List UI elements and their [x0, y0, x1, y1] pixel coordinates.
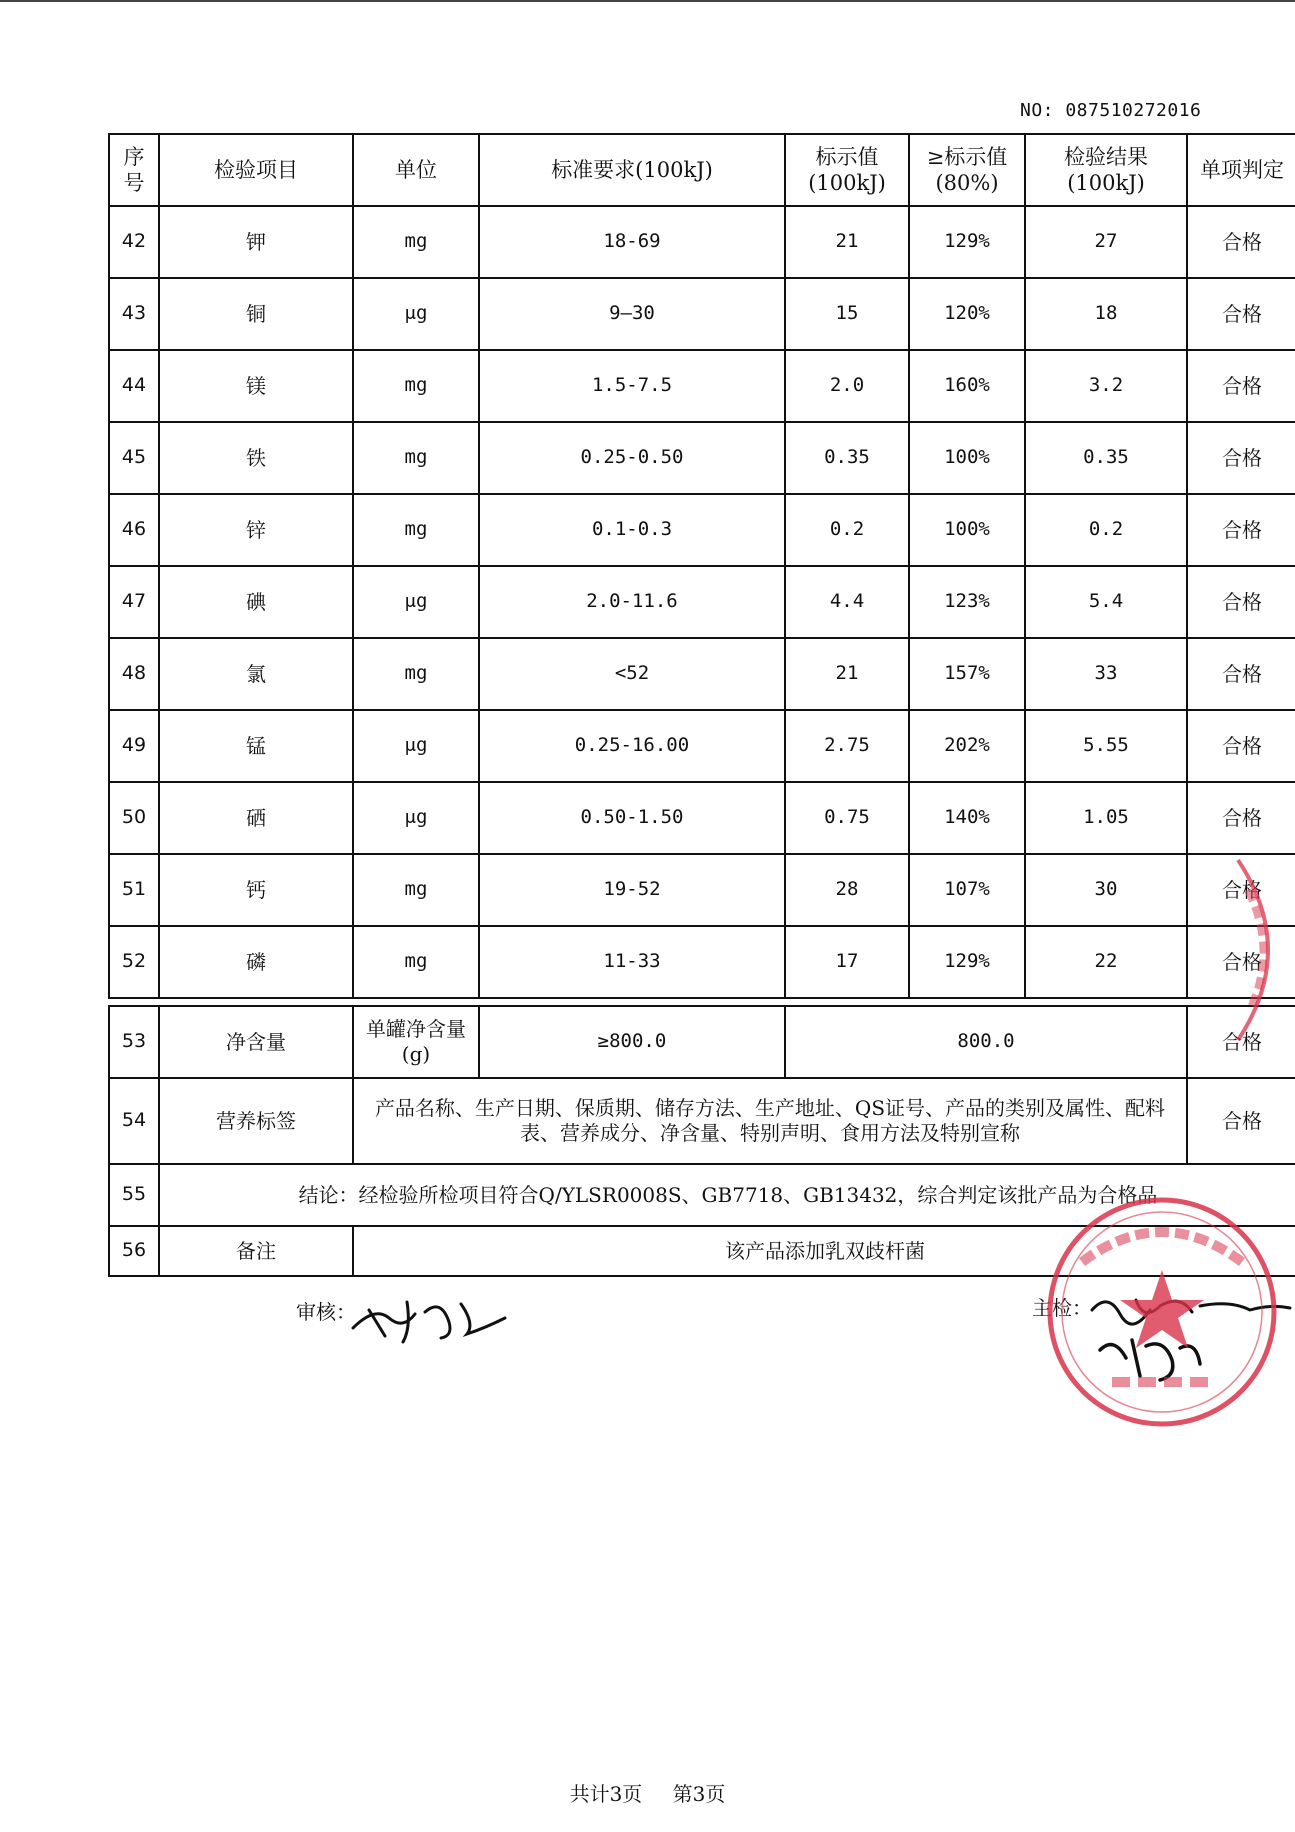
row-result: 5.4	[1025, 566, 1187, 638]
footer-current-page: 第3页	[672, 1782, 726, 1806]
nutrition-label-row	[109, 1078, 1295, 1164]
row-judgement: 合格	[1187, 638, 1295, 710]
row-standard: ≥800.0	[479, 1006, 785, 1078]
row-seq: 53	[109, 1006, 159, 1078]
row-label-value: 17	[785, 926, 909, 998]
row-label-value: 0.75	[785, 782, 909, 854]
header-standard: 标准要求(100kJ)	[479, 134, 785, 206]
row-standard: 18-69	[479, 206, 785, 278]
row-result: 3.2	[1025, 350, 1187, 422]
row-standard: 0.1-0.3	[479, 494, 785, 566]
row-unit: mg	[353, 422, 479, 494]
row-unit: mg	[353, 494, 479, 566]
header-unit: 单位	[353, 134, 479, 206]
row-percent: 160%	[909, 350, 1025, 422]
row-unit: μg	[353, 782, 479, 854]
table-row	[109, 422, 1295, 494]
row-percent: 107%	[909, 854, 1025, 926]
row-judgement: 合格	[1187, 854, 1295, 926]
row-standard: 1.5-7.5	[479, 350, 785, 422]
row-percent: 120%	[909, 278, 1025, 350]
row-item: 净含量	[159, 1006, 353, 1078]
row-label-value: 21	[785, 638, 909, 710]
row-seq: 52	[109, 926, 159, 998]
row-seq: 55	[109, 1164, 159, 1226]
row-unit: μg	[353, 278, 479, 350]
page-footer	[0, 1778, 1295, 1807]
row-result: 22	[1025, 926, 1187, 998]
row-item: 营养标签	[159, 1078, 353, 1164]
row-judgement: 合格	[1187, 1006, 1295, 1078]
header-result: 检验结果 (100kJ)	[1025, 134, 1187, 206]
table-row	[109, 278, 1295, 350]
header-item: 检验项目	[159, 134, 353, 206]
row-label-value: 2.75	[785, 710, 909, 782]
company-seal	[1042, 1192, 1282, 1432]
row-seq: 43	[109, 278, 159, 350]
row-percent: 129%	[909, 926, 1025, 998]
table-row	[109, 638, 1295, 710]
row-seq: 50	[109, 782, 159, 854]
row-item: 锌	[159, 494, 353, 566]
table-gap-cell	[109, 998, 1295, 1006]
row-judgement: 合格	[1187, 566, 1295, 638]
row-percent: 100%	[909, 422, 1025, 494]
row-seq: 45	[109, 422, 159, 494]
row-label-value: 15	[785, 278, 909, 350]
table-row	[109, 782, 1295, 854]
table-row	[109, 854, 1295, 926]
row-result: 27	[1025, 206, 1187, 278]
side-seal-fragment	[1228, 850, 1295, 1050]
row-item: 备注	[159, 1226, 353, 1276]
row-result: 18	[1025, 278, 1187, 350]
row-unit: mg	[353, 926, 479, 998]
row-label-value: 4.4	[785, 566, 909, 638]
inspection-table	[108, 133, 1295, 1277]
row-item: 碘	[159, 566, 353, 638]
header-seq: 序号	[109, 134, 159, 206]
net-content-row	[109, 1006, 1295, 1078]
row-seq: 48	[109, 638, 159, 710]
row-judgement: 合格	[1187, 782, 1295, 854]
row-standard: 19-52	[479, 854, 785, 926]
row-label-value: 2.0	[785, 350, 909, 422]
row-label-value: 0.2	[785, 494, 909, 566]
row-standard: 0.50-1.50	[479, 782, 785, 854]
row-result: 5.55	[1025, 710, 1187, 782]
row-unit: μg	[353, 566, 479, 638]
row-item: 磷	[159, 926, 353, 998]
row-judgement: 合格	[1187, 494, 1295, 566]
row-standard: 0.25-16.00	[479, 710, 785, 782]
remark-text: 该产品添加乳双歧杆菌	[353, 1226, 1295, 1276]
row-percent: 100%	[909, 494, 1025, 566]
inspector-label: 主检：	[1032, 1296, 1092, 1320]
row-standard: 9—30	[479, 278, 785, 350]
row-result: 0.35	[1025, 422, 1187, 494]
scan-edge-line	[0, 0, 1295, 2]
row-standard: 0.25-0.50	[479, 422, 785, 494]
row-item: 铁	[159, 422, 353, 494]
row-judgement: 合格	[1187, 422, 1295, 494]
row-judgement: 合格	[1187, 350, 1295, 422]
table-row	[109, 350, 1295, 422]
row-item: 锰	[159, 710, 353, 782]
row-standard: 11-33	[479, 926, 785, 998]
row-standard: 2.0-11.6	[479, 566, 785, 638]
reviewer-signature	[345, 1288, 515, 1348]
row-unit: μg	[353, 710, 479, 782]
row-unit: mg	[353, 206, 479, 278]
row-percent: 123%	[909, 566, 1025, 638]
table-row	[109, 206, 1295, 278]
row-seq: 46	[109, 494, 159, 566]
row-result: 0.2	[1025, 494, 1187, 566]
table-row	[109, 494, 1295, 566]
row-item: 氯	[159, 638, 353, 710]
row-result: 1.05	[1025, 782, 1187, 854]
row-item: 钙	[159, 854, 353, 926]
row-standard: <52	[479, 638, 785, 710]
header-ge-label-value: ≥标示值 (80%)	[909, 134, 1025, 206]
row-seq: 44	[109, 350, 159, 422]
row-unit: 单罐净含量 (g)	[353, 1006, 479, 1078]
row-seq: 47	[109, 566, 159, 638]
row-result: 30	[1025, 854, 1187, 926]
row-judgement: 合格	[1187, 710, 1295, 782]
row-seq: 49	[109, 710, 159, 782]
header-judgement: 单项判定	[1187, 134, 1295, 206]
row-seq: 54	[109, 1078, 159, 1164]
row-unit: mg	[353, 638, 479, 710]
row-item: 镁	[159, 350, 353, 422]
footer-total-pages: 共计3页	[569, 1782, 643, 1806]
report-number: NO: 087510272016	[1020, 100, 1202, 121]
row-seq: 42	[109, 206, 159, 278]
row-percent: 129%	[909, 206, 1025, 278]
row-unit: mg	[353, 350, 479, 422]
row-label-value: 28	[785, 854, 909, 926]
table-header-row	[109, 134, 1295, 206]
table-row	[109, 926, 1295, 998]
row-item: 硒	[159, 782, 353, 854]
row-judgement: 合格	[1187, 206, 1295, 278]
row-seq: 56	[109, 1226, 159, 1276]
conclusion-text: 结论：经检验所检项目符合Q/YLSR0008S、GB7718、GB13432，综合判定该批产品为合格品	[159, 1164, 1295, 1226]
reviewer-label: 审核：	[296, 1300, 356, 1324]
row-percent: 202%	[909, 710, 1025, 782]
row-judgement: 合格	[1187, 278, 1295, 350]
table-row	[109, 566, 1295, 638]
table-gap-row	[109, 998, 1295, 1006]
row-label-value: 0.35	[785, 422, 909, 494]
row-item: 钾	[159, 206, 353, 278]
row-percent: 140%	[909, 782, 1025, 854]
row-result: 33	[1025, 638, 1187, 710]
nutrition-label-text: 产品名称、生产日期、保质期、储存方法、生产地址、QS证号、产品的类别及属性、配料表、营养成分、净含量、特别声明、食用方法及特别宣称	[353, 1078, 1187, 1164]
row-label-value: 21	[785, 206, 909, 278]
row-percent: 157%	[909, 638, 1025, 710]
table-row	[109, 710, 1295, 782]
row-judgement: 合格	[1187, 926, 1295, 998]
row-judgement: 合格	[1187, 1078, 1295, 1164]
row-unit: mg	[353, 854, 479, 926]
row-item: 铜	[159, 278, 353, 350]
net-content-value: 800.0	[785, 1006, 1187, 1078]
header-label-value: 标示值 (100kJ)	[785, 134, 909, 206]
row-seq: 51	[109, 854, 159, 926]
